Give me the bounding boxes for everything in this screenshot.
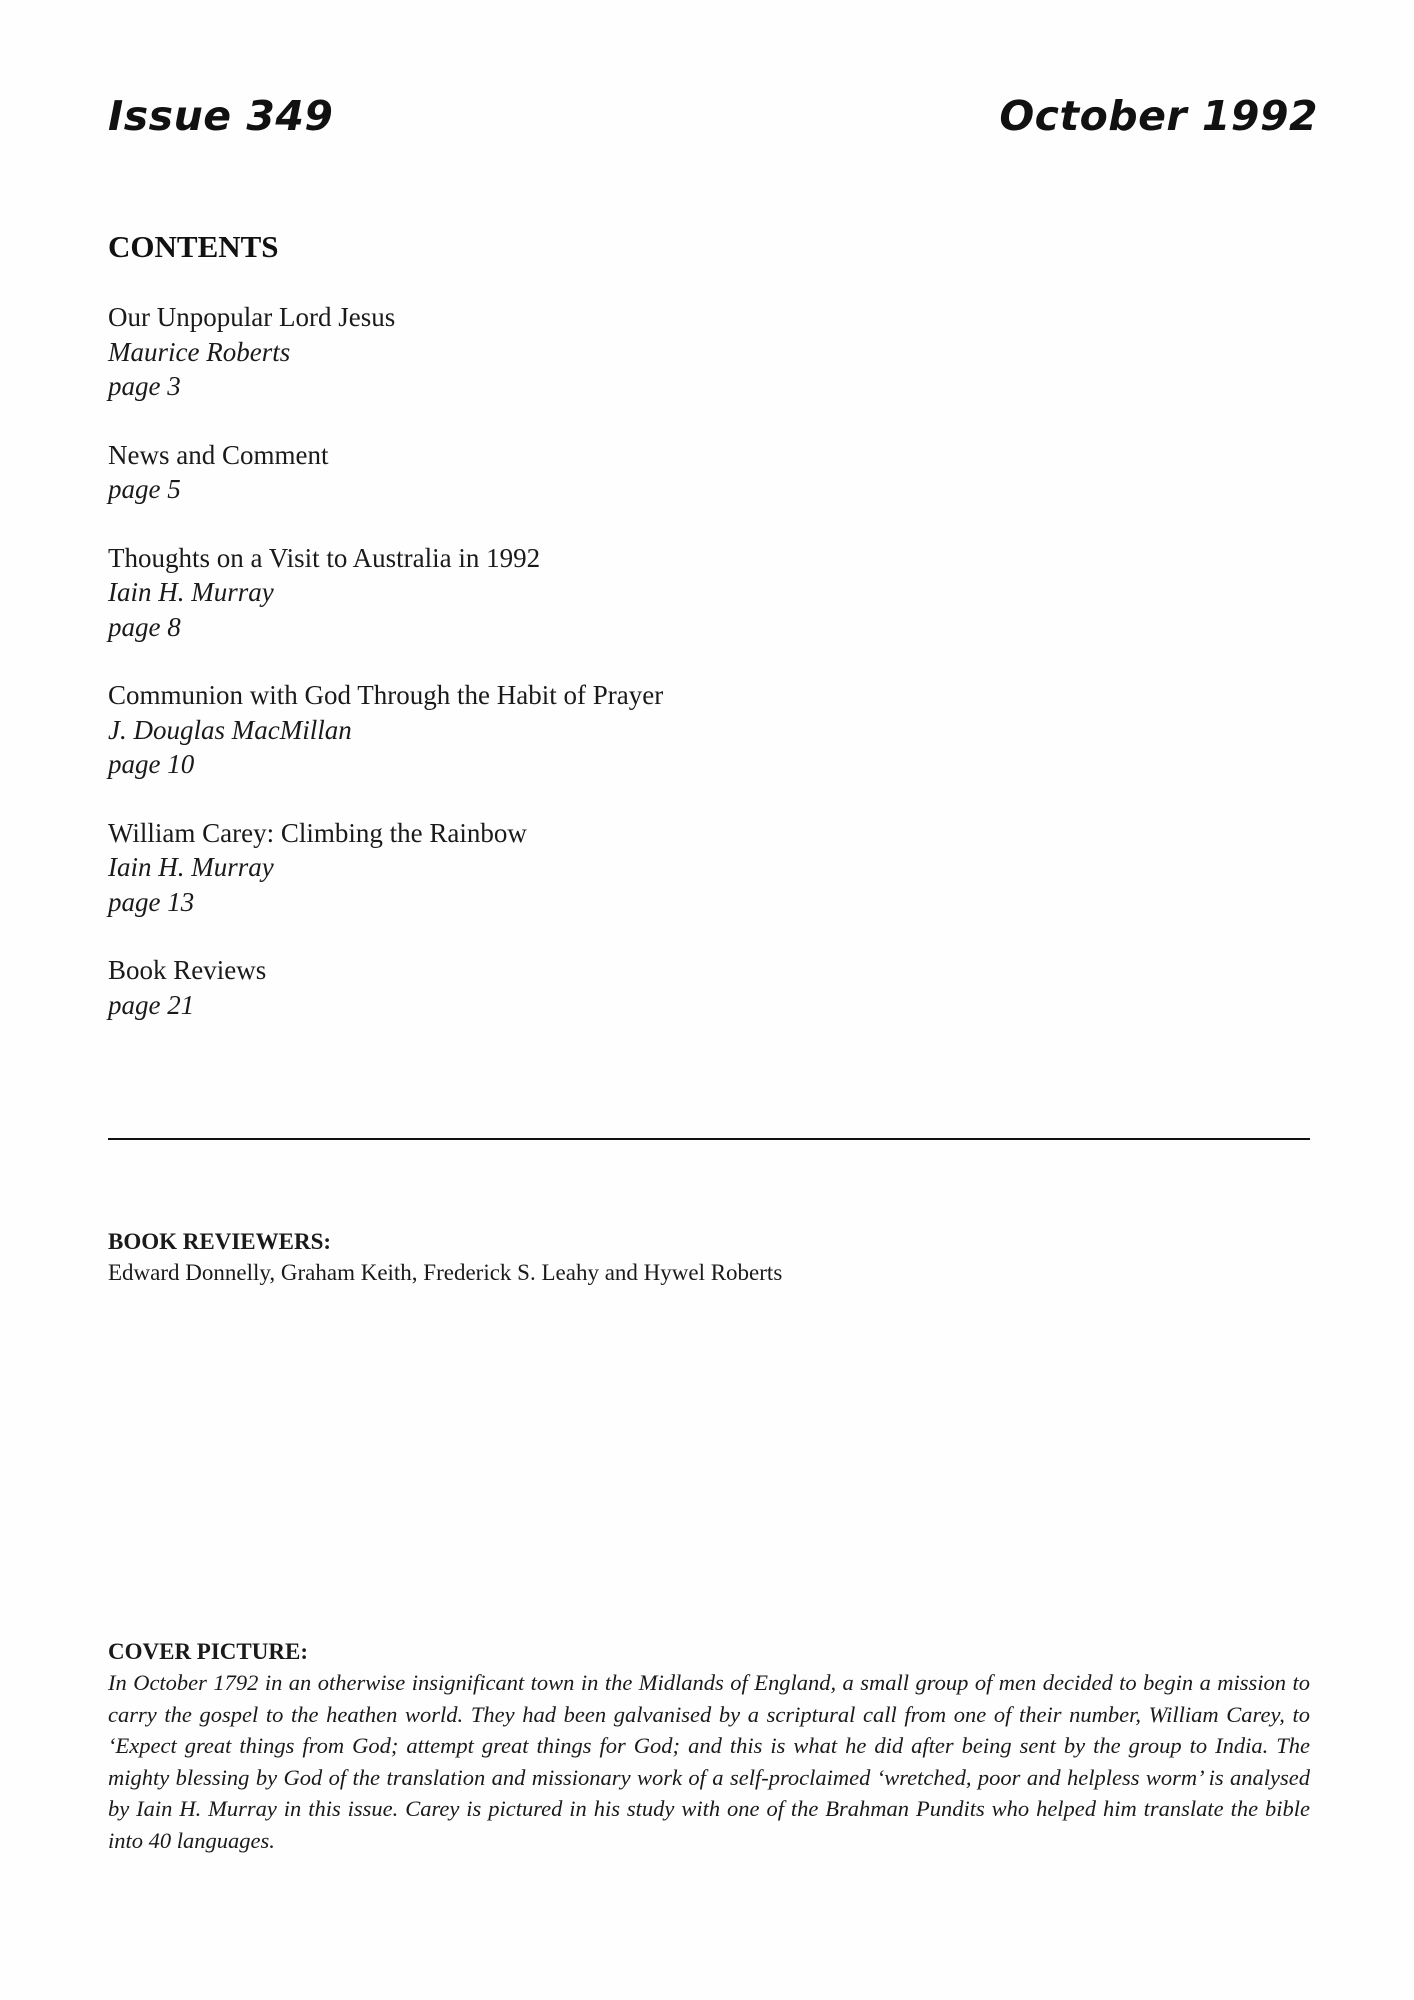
contents-entry	[108, 300, 1108, 404]
entry-page: page 21	[108, 989, 195, 1020]
entry-page: page 5	[108, 474, 181, 504]
cover-picture-caption: In October 1792 in an otherwise insignificant town in the Midlands of England, a small group of men decided to begin a mission to carry the gospel to the heathen world. They had been galvanised by a scriptural call from one of their number, William Carey, to ‘Expect great things from God; attempt great things for God; and this is what he did after being sent by the group to India. The mighty blessing by God of the translation and missionary work of a self-proclaimed ‘wretched, poor and helpless worm’ is analysed by Iain H. Murray in this issue. Carey is pictured in his study with one of the Brahman Pundits who helped him translate the bible into 40 languages.	[108, 1670, 1310, 1853]
entry-page: page 3	[108, 371, 181, 401]
horizontal-divider	[108, 1138, 1310, 1140]
contents-entry	[108, 678, 1108, 782]
entry-author: Iain H. Murray	[108, 852, 274, 882]
entry-page: page 8	[108, 611, 181, 642]
cover-picture-label: COVER PICTURE:	[108, 1639, 308, 1664]
issue-date: October 1992	[999, 92, 1318, 140]
book-reviewers-section	[108, 1227, 1310, 1289]
entry-page: page 10	[108, 749, 195, 779]
contents-entry	[108, 438, 1108, 507]
contents-entry	[108, 816, 1108, 920]
cover-picture-section	[108, 1637, 1310, 1856]
entry-title: William Carey: Climbing the Rainbow	[108, 817, 527, 848]
contents-entry	[108, 953, 1108, 1022]
entry-title: Our Unpopular Lord Jesus	[108, 302, 396, 332]
entry-title: News and Comment	[108, 439, 329, 470]
entry-title: Communion with God Through the Habit of Prayer	[108, 680, 664, 710]
entry-title: Thoughts on a Visit to Australia in 1992	[108, 542, 541, 573]
reviewers-label: BOOK REVIEWERS:	[108, 1229, 332, 1254]
contents-entry	[108, 541, 1108, 645]
contents-heading: CONTENTS	[108, 229, 279, 264]
entry-title: Book Reviews	[108, 955, 267, 985]
entry-author: Iain H. Murray	[108, 577, 274, 607]
contents-list	[108, 300, 1108, 1056]
reviewers-names: Edward Donnelly, Graham Keith, Frederick S. Leahy and Hywel Roberts	[108, 1260, 783, 1285]
issue-number: Issue 349	[108, 92, 334, 140]
entry-author: Maurice Roberts	[108, 336, 291, 367]
entry-author: J. Douglas MacMillan	[108, 714, 352, 745]
entry-page: page 13	[108, 886, 195, 917]
